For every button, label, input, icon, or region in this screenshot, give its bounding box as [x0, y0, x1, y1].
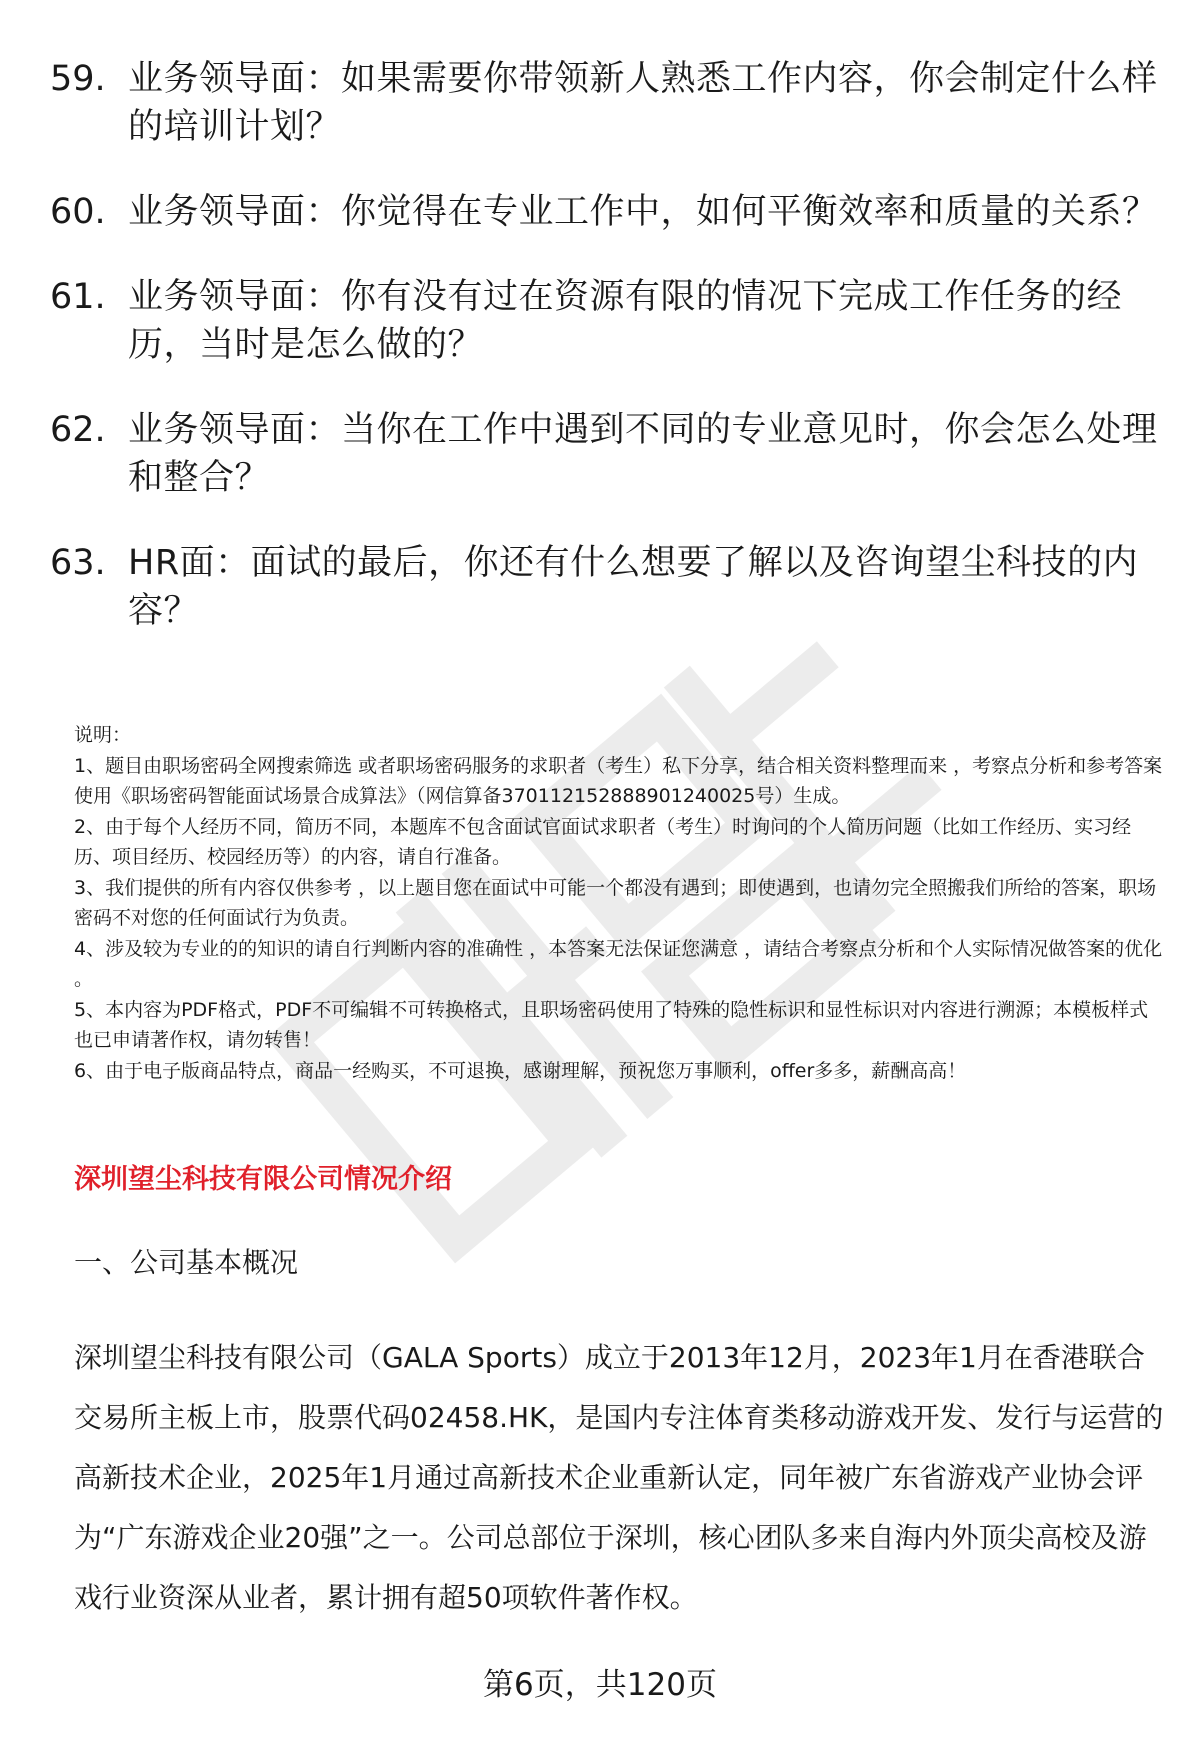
- question-number: 63.: [50, 543, 106, 583]
- question-item-63: [50, 539, 1160, 635]
- question-text: 业务领导面：当你在工作中遇到不同的专业意见时，你会怎么处理和整合？: [128, 410, 1158, 498]
- note-item-5: 5、本内容为PDF格式，PDF不可编辑不可转换格式，且职场密码使用了特殊的隐性标识和显性标识对内容进行溯源；本模板样式也已申请著作权，请勿转售！: [74, 998, 1149, 1051]
- question-item-59: [50, 55, 1160, 151]
- section-heading-overview: 一、公司基本概况: [74, 1246, 299, 1279]
- company-intro-title: 深圳望尘科技有限公司情况介绍: [74, 1164, 452, 1195]
- question-item-60: [50, 188, 1160, 236]
- company-intro-paragraph: 深圳望尘科技有限公司（GALA Sports）成立于2013年12月，2023年1月在香港联合交易所主板上市，股票代码02458.HK，是国内专注体育类移动游戏开发、发行与运营的高新技术企业，2025年1月通过高新技术企业重新认定，同年被广东省游戏产业协会评为“广东游戏企业20强”之一。公司总部位于深圳，核心团队多来自海内外顶尖高校及游戏行业资深从业者，累计拥有超50项软件著作权。: [74, 1341, 1164, 1614]
- question-number: 60.: [50, 192, 106, 232]
- question-text: 业务领导面：你觉得在专业工作中，如何平衡效率和质量的关系？: [128, 192, 1158, 232]
- note-item-4: 4、涉及较为专业的的知识的请自行判断内容的准确性 ，本答案无法保证您满意 ，请结合考察点分析和个人实际情况做答案的优化 。: [74, 937, 1163, 990]
- page-footer: 第6页，共120页: [483, 1667, 717, 1703]
- notes-label: 说明：: [74, 724, 132, 746]
- note-item-2: 2、由于每个人经历不同，简历不同，本题库不包含面试官面试求职者（考生）时询问的个人简历问题（比如工作经历、实习经历、项目经历、校园经历等）的内容，请自行准备。: [74, 815, 1132, 868]
- question-text: HR面：面试的最后，你还有什么想要了解以及咨询望尘科技的内容？: [128, 543, 1139, 631]
- question-number: 61.: [50, 277, 106, 317]
- note-item-3: 3、我们提供的所有内容仅供参考 ，以上题目您在面试中可能一个都没有遇到；即使遇到，也请勿完全照搬我们所给的答案，职场密码不对您的任何面试行为负责。: [74, 876, 1157, 929]
- question-item-62: [50, 406, 1160, 502]
- question-number: 62.: [50, 410, 106, 450]
- note-item-6: 6、由于电子版商品特点，商品一经购买，不可退换，感谢理解，预祝您万事顺利，offer多多，薪酬高高！: [74, 1059, 967, 1082]
- notes-section: [74, 720, 1164, 1086]
- question-number: 59.: [50, 59, 106, 99]
- question-list: [50, 55, 1160, 672]
- question-text: 业务领导面：你有没有过在资源有限的情况下完成工作任务的经历，当时是怎么做的？: [128, 277, 1123, 365]
- question-text: 业务领导面：如果需要你带领新人熟悉工作内容，你会制定什么样的培训计划？: [128, 59, 1158, 147]
- note-item-1: 1、题目由职场密码全网搜索筛选 或者职场密码服务的求职者（考生）私下分享，结合相关资料整理而来 ，考察点分析和参考答案使用《职场密码智能面试场景合成算法》（网信算备370112152888901240025号）生成。: [74, 754, 1163, 807]
- question-item-61: [50, 273, 1160, 369]
